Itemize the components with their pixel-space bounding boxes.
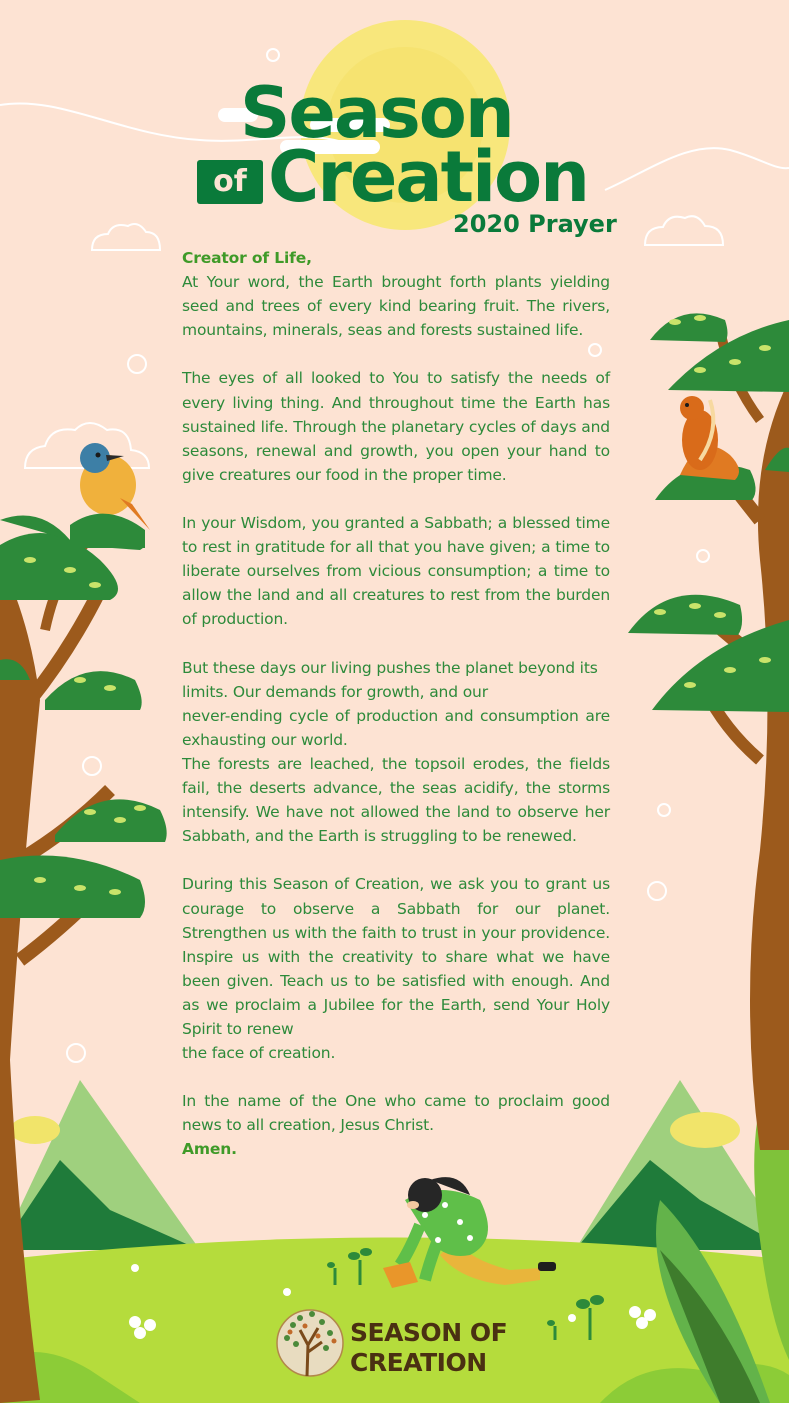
prayer-paragraph-4a: But these days our living pushes the planet beyond its limits. Our demands for growth, and our	[182, 658, 598, 701]
prayer-paragraph-1: At Your word, the Earth brought forth plants yielding seed and trees of every kind bearing fruit. The rivers, mountains, minerals, seas and forests sustained life.	[182, 273, 610, 340]
season-of-creation-logo-icon	[277, 1310, 343, 1376]
prayer-paragraph-5b: the face of creation.	[182, 1044, 336, 1063]
title-creation: Creation	[268, 136, 588, 218]
footer-brand-line-1: SEASON OF	[350, 1318, 508, 1347]
bird-illustration	[70, 443, 150, 548]
prayer-paragraph-3: In your Wisdom, you granted a Sabbath; a blessed time to rest in gratitude for all that you have given; a time to liberate ourselves from vicious consumption; a time to allow the land and all creatures to rest from the burden of production.	[182, 514, 610, 629]
cloud	[92, 224, 160, 250]
prayer-closing: Amen.	[182, 1140, 237, 1159]
prayer-salutation: Creator of Life,	[182, 249, 312, 267]
footer-brand	[350, 1318, 507, 1378]
squirrel-illustration	[680, 396, 739, 480]
prayer-paragraph-4b: never-ending cycle of production and consumption are exhausting our world.	[182, 706, 610, 749]
footer-brand-line-2: CREATION	[350, 1348, 487, 1377]
prayer-text	[182, 246, 610, 1162]
prayer-paragraph-2: The eyes of all looked to You to satisfy the needs of every living thing. And throughout time the Earth has sustained life. Through the planetary cycles of days and seasons, renewal and growth, you open your hand to give creatures our food in the proper time.	[182, 369, 610, 484]
title-of-badge: of	[197, 160, 263, 204]
prayer-paragraph-6: In the name of the One who came to proclaim good news to all creation, Jesus Christ.	[182, 1092, 610, 1135]
title-subtitle: 2020 Prayer	[453, 210, 617, 238]
gardener-illustration	[383, 1177, 556, 1288]
title-season: Season	[240, 72, 513, 154]
prayer-paragraph-5a: During this Season of Creation, we ask you to grant us courage to observe a Sabbath for our planet. Strengthen us with the faith to trust in your providence. Inspire us with the creativity to share what we have been given. Teach us to be satisfied with enough. And as we proclaim a Jubilee for the Earth, send Your Holy Spirit to renew	[182, 875, 610, 1038]
prayer-paragraph-4c: The forests are leached, the topsoil erodes, the fields fail, the deserts advance, the seas acidify, the storms intensify. We have not allowed the land to observe her Sabbath, and the Earth is struggling to be renewed.	[182, 754, 610, 846]
